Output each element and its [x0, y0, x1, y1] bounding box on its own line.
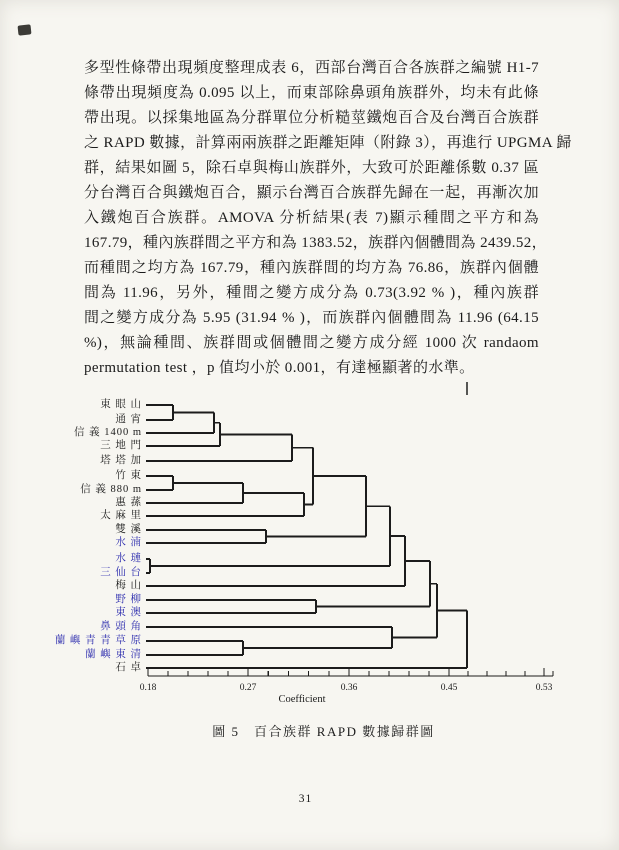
x-axis-tick-label: 0.36: [340, 683, 358, 693]
dendrogram-leaf-label: 信 義 880 m: [80, 484, 142, 495]
paragraph-line: 而種間之均方為 167.79，種內族群間的均方為 76.86，族群內個體: [84, 260, 539, 276]
paragraph-line: 分台灣百合與鐵炮百合，顯示台灣百合族群先歸在一起，再漸次加: [84, 185, 539, 201]
dendrogram-leaf-label: 水 璉: [115, 553, 142, 564]
figure-caption: 圖 5 百合族群 RAPD 數據歸群圖: [212, 724, 435, 739]
dendrogram-leaf-label: 東 眼 山: [100, 399, 142, 410]
dendrogram-leaf-label: 梅 山: [115, 580, 142, 591]
paragraph-line: 之 RAPD 數據，計算兩兩族群之距離矩陣（附錄 3），再進行 UPGMA 歸: [84, 135, 572, 151]
paragraph-line: 帶出現。以採集地區為分群單位分析糙莖鐵炮百合及台灣百合族群: [84, 110, 539, 126]
dendrogram-leaf-label: 通 宵: [115, 414, 142, 425]
paragraph-line: 多型性條帶出現頻度整理成表 6，西部台灣百合各族群之編號 H1-7: [84, 60, 539, 76]
paragraph-line: 間之變方成分為 5.95 (31.94 % )，而族群內個體間為 11.96 (64.15: [84, 310, 539, 326]
paragraph-line: 條帶出現頻度為 0.095 以上，而東部除鼻頭角族群外，均未有此條: [84, 85, 539, 101]
paragraph-line: 入鐵炮百合族群。AMOVA 分析結果(表 7)顯示種間之平方和為: [84, 210, 539, 226]
paragraph-line: permutation test ，p 值均小於 0.001，有達極顯著的水準。: [84, 360, 475, 376]
x-axis-tick-label: 0.45: [440, 683, 458, 693]
dendrogram-leaf-label: 惠 蓀: [115, 497, 142, 508]
dendrogram-leaf-label: 鼻 頭 角: [100, 621, 142, 632]
dendrogram-leaf-label: 蘭 嶼 青 青 草 原: [54, 635, 142, 646]
x-axis-title: Coefficient: [278, 694, 326, 705]
paragraph-line: 間為 11.96，另外，種間之變方成分為 0.73(3.92 % )，種內族群: [84, 285, 539, 301]
paragraph-line: %)，無論種間、族群間或個體間之變方成分經 1000 次 randaom: [84, 335, 539, 351]
dendrogram-leaf-label: 塔 塔 加: [100, 455, 142, 466]
x-axis-tick-label: 0.53: [535, 683, 553, 693]
x-axis-tick-label: 0.27: [239, 683, 257, 693]
paragraph-line: 167.79，種內族群間之平方和為 1383.52，族群內個體間為 2439.52，: [84, 235, 548, 251]
dendrogram-leaf-label: 三 地 門: [100, 440, 142, 451]
dendrogram-leaf-label: 雙 溪: [115, 524, 142, 535]
dendrogram-leaf-label: 東 澳: [115, 607, 142, 618]
dendrogram-leaf-label: 信 義 1400 m: [73, 427, 142, 438]
dendrogram-leaf-label: 三 仙 台: [100, 567, 142, 578]
dendrogram-leaf-label: 野 柳: [115, 594, 142, 605]
dendrogram-leaf-label: 石 卓: [115, 662, 142, 673]
dendrogram-leaf-label: 蘭 嶼 東 清: [85, 649, 142, 660]
paragraph-line: 群，結果如圖 5，除石卓與梅山族群外，大致可於距離係數 0.37 區: [84, 160, 539, 176]
x-axis-tick-label: 0.18: [139, 683, 157, 693]
dendrogram-leaf-label: 太 麻 里: [100, 510, 142, 521]
dendrogram-leaf-label: 竹 東: [115, 470, 142, 481]
page-number: 31: [298, 793, 313, 805]
dendrogram-leaf-label: 水 湳: [115, 537, 142, 548]
